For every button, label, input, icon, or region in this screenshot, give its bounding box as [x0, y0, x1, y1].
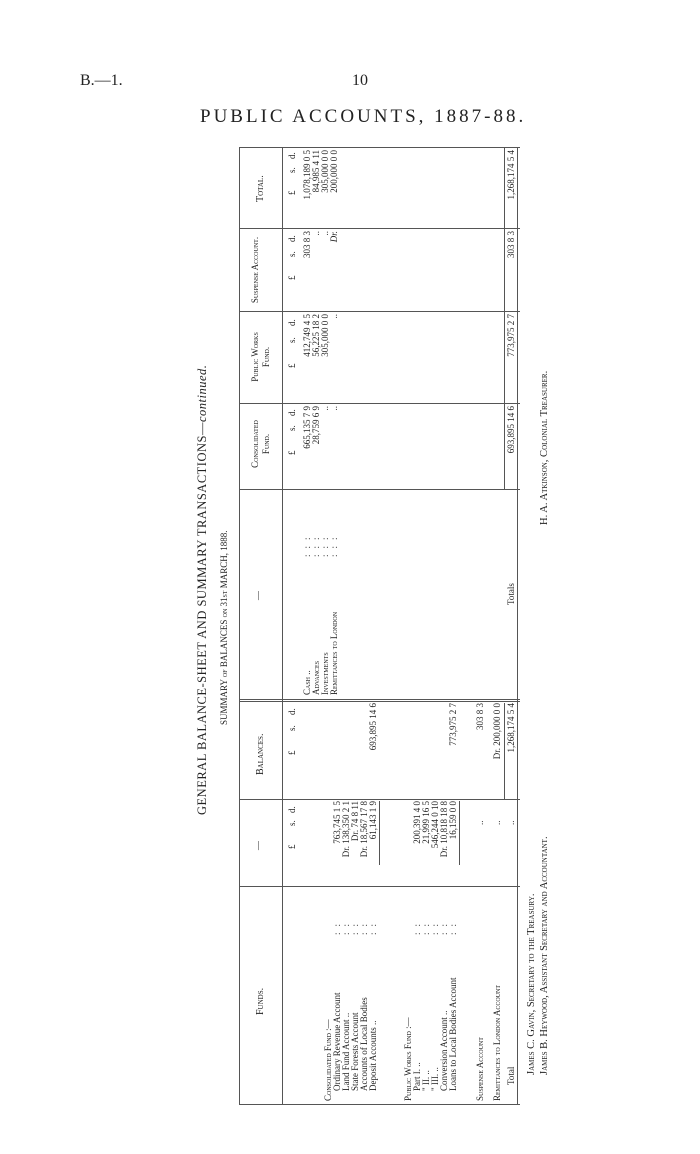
statement-title-text: GENERAL BALANCE-SHEET AND SUMMARY TRANSACTIONS— [195, 422, 209, 815]
signature-treasurer: H. A. Atkinson, Colonial Treasurer. [539, 370, 550, 525]
total-label: Total [506, 1066, 516, 1085]
fund-row-amount: 21,999 16 5 [421, 801, 431, 844]
total-cell: 1,078,189 0 5 [302, 150, 312, 200]
asset-row-label: Investments [320, 652, 330, 695]
suspense-account-amount: .. [475, 820, 485, 825]
unit-shillings: s. [287, 725, 297, 731]
unit-pounds: £ [287, 363, 297, 368]
fund-row-label: Part I. .. [412, 1062, 422, 1091]
total-cell: 305,000 0 0 [320, 150, 330, 193]
suspense-cell: .. [311, 231, 321, 236]
consolidated-fund-heading: Consolidated Fund :— [323, 1019, 333, 1101]
fund-row-label: Ordinary Revenue Account [332, 992, 342, 1091]
leader-dots: :: [341, 917, 351, 935]
suspense-cell: 303 8 3 [302, 231, 312, 258]
fund-row-amount: 546,244 0 10 [430, 801, 440, 849]
unit-pence: d. [287, 319, 297, 326]
leader-dots: :: [359, 917, 369, 935]
header-funds: Funds. [255, 987, 266, 1015]
subtotal-rule [379, 801, 380, 865]
unit-pence: d. [287, 708, 297, 715]
document-reference: B.—1. [80, 72, 123, 89]
signature-secretary: James C. Gavin, Secretary to the Treasury. [526, 893, 537, 1075]
unit-shillings: s. [287, 425, 297, 431]
unit-pounds: £ [287, 275, 297, 280]
totals-suspense: 303 8 3 [506, 231, 516, 258]
fund-row-label: Loans to Local Bodies Account [448, 977, 458, 1091]
fund-row-amount: Dr. 18,567 17 8 [359, 801, 369, 858]
consolidated-balance: 693,895 14 6 [368, 703, 378, 751]
leader-dots: :: [350, 917, 360, 935]
statement-title-suffix: continued. [195, 364, 209, 423]
total-rule [504, 703, 505, 799]
table-left-rule [239, 1104, 520, 1105]
leader-dots: :: [430, 917, 440, 935]
asset-row-label: Cash .. [302, 670, 312, 695]
column-rule [239, 228, 520, 229]
fund-row-amount: 61,143 1 9 [368, 801, 378, 840]
fund-row-label: Conversion Account .. [439, 1010, 449, 1091]
fund-row-label: " II. .. [421, 1070, 431, 1091]
totals-label: Totals [506, 583, 516, 605]
asset-row-label: Remittances to London [329, 611, 339, 695]
consolidated-cell: .. [329, 406, 339, 411]
consolidated-cell: 665,135 7 9 [302, 406, 312, 449]
leader-dots: :: [421, 917, 431, 935]
column-rule [239, 311, 520, 312]
table-right-rule [239, 147, 520, 148]
leader-dots: ::: [329, 531, 339, 557]
fund-row-label: Accounts of Local Bodies [359, 997, 369, 1091]
public-works-cell: 305,000 0 0 [320, 314, 330, 357]
column-rule-double [239, 699, 520, 702]
total-amount: .. [506, 820, 516, 825]
leader-dots: :: [448, 917, 458, 935]
unit-pounds: £ [287, 450, 297, 455]
unit-pence: d. [287, 152, 297, 159]
fund-row-label: State Forests Account [350, 1012, 360, 1091]
leader-dots: ::: [320, 531, 330, 557]
column-rule [239, 886, 520, 887]
unit-pence: d. [287, 806, 297, 813]
consolidated-cell: .. [320, 406, 330, 411]
public-works-balance: 773,975 2 7 [448, 703, 458, 746]
totals-public-works: 773,975 2 7 [506, 314, 516, 357]
header-total: Total. [255, 175, 266, 202]
signature-accountant: James B. Heywood, Assistant Secretary and Accountant. [539, 836, 550, 1075]
header-blank-right: — [253, 591, 263, 600]
header-consolidated-fund: Consolidated Fund. [250, 420, 271, 468]
public-works-cell: .. [329, 314, 339, 319]
rotated-statement [195, 147, 550, 1105]
remittances-account-balance: Dr. 200,000 0 0 [492, 703, 502, 760]
public-works-cell: 412,749 4 5 [302, 314, 312, 357]
column-rule [239, 799, 520, 800]
subtotal-rule [459, 801, 460, 865]
table-top-rule [239, 147, 240, 1105]
public-works-fund-heading: Public Works Fund :— [403, 1017, 413, 1101]
statement-subtitle: SUMMARY of BALANCES on 31st MARCH, 1888. [219, 530, 229, 725]
fund-row-amount: 16,159 0 0 [448, 801, 458, 840]
unit-shillings: s. [287, 167, 297, 173]
header-balances: Balances. [255, 733, 266, 775]
statement-title [195, 365, 210, 815]
unit-shillings: s. [287, 820, 297, 826]
column-rule [239, 489, 520, 490]
unit-pence: d. [287, 409, 297, 416]
unit-pounds: £ [287, 750, 297, 755]
header-blank-left: — [253, 841, 263, 850]
fund-row-label: " III. .. [430, 1067, 440, 1091]
header-public-works-fund: Public Works Fund. [250, 332, 271, 382]
unit-pence: d. [287, 235, 297, 242]
fund-row-label: Land Fund Account .. [341, 1012, 351, 1091]
page-number: 10 [352, 72, 368, 89]
totals-consolidated: 693,895 14 6 [506, 406, 516, 454]
remittances-account-label: Remittances to London Account [492, 985, 502, 1101]
leader-dots: :: [368, 917, 378, 935]
total-balance: 1,268,174 5 4 [506, 703, 516, 753]
unit-pounds: £ [287, 190, 297, 195]
suspense-cell: Dr. [329, 231, 339, 243]
unit-pounds: £ [287, 844, 297, 849]
page-title: PUBLIC ACCOUNTS, 1887-88. [200, 106, 527, 127]
unit-shillings: s. [287, 337, 297, 343]
total-cell: 84,985 4 11 [311, 150, 321, 193]
table-header-rule [282, 147, 283, 1105]
suspense-account-balance: 303 8 3 [475, 703, 485, 730]
suspense-cell: .. [320, 231, 330, 236]
leader-dots: ::: [311, 531, 321, 557]
fund-row-amount: 763,745 1 5 [332, 801, 342, 844]
leader-dots: :: [439, 917, 449, 935]
leader-dots: ::: [302, 531, 312, 557]
header-suspense-account: Suspense Account. [250, 236, 260, 304]
total-cell: 200,000 0 0 [329, 150, 339, 193]
fund-row-amount: Dr. 10,818 18 8 [439, 801, 449, 858]
suspense-account-label: Suspense Account [475, 1037, 485, 1101]
fund-row-amount: Dr. 138,350 2 1 [341, 801, 351, 858]
totals-total: 1,268,174 5 4 [506, 150, 516, 200]
leader-dots: :: [412, 917, 422, 935]
remittances-account-amount: .. [492, 820, 502, 825]
asset-row-label: Advances [311, 660, 321, 695]
fund-row-amount: 200,391 4 0 [412, 801, 422, 844]
fund-row-label: Deposit Accounts .. [368, 1020, 378, 1091]
totals-rule [504, 148, 505, 490]
public-works-cell: 56,225 18 2 [311, 314, 321, 357]
table-bottom-rule [517, 147, 518, 1105]
column-rule [239, 403, 520, 404]
unit-shillings: s. [287, 251, 297, 257]
consolidated-cell: 28,759 6 9 [311, 406, 321, 445]
fund-row-amount: Dr. 74 8 11 [350, 801, 360, 842]
leader-dots: :: [332, 917, 342, 935]
